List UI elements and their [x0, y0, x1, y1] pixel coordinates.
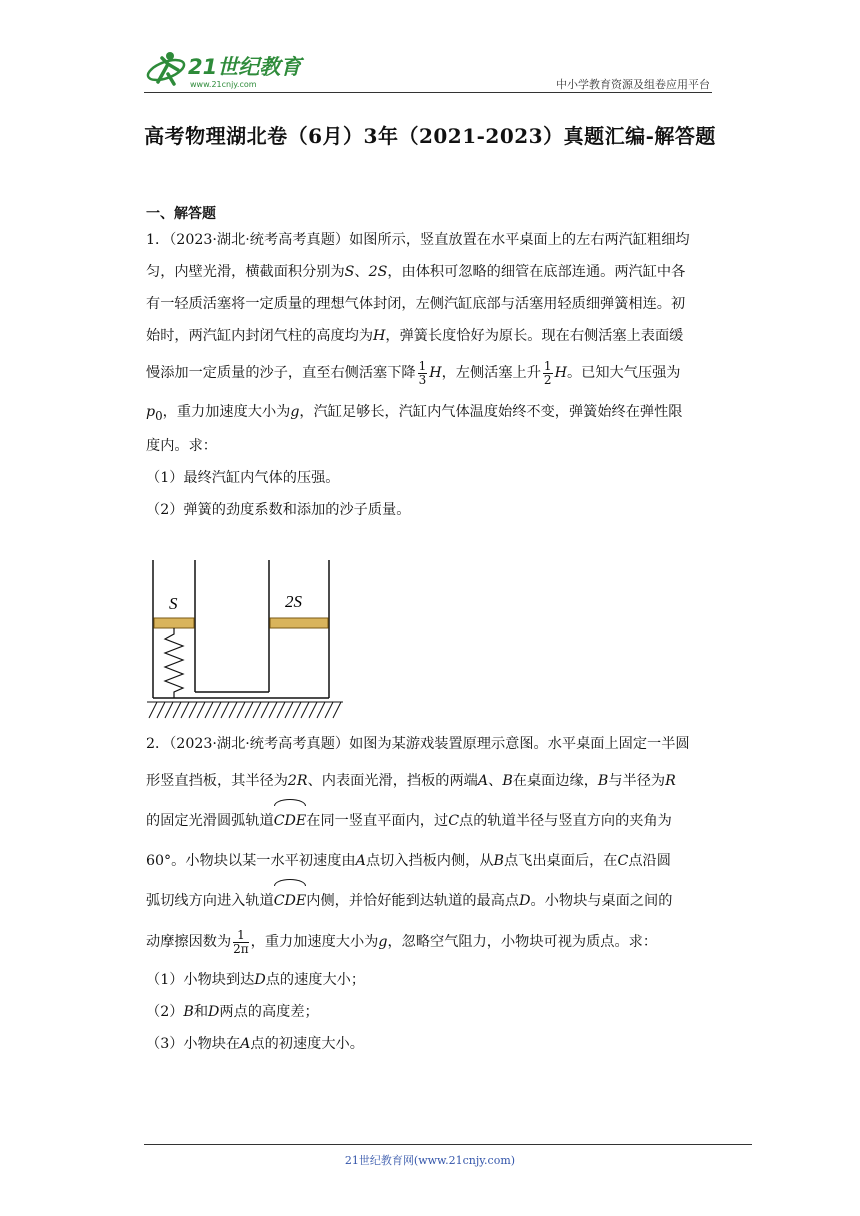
- ground-hatching: [149, 702, 341, 718]
- right-piston: [270, 618, 328, 628]
- fraction-one-half: $\frac{1}{2}$: [543, 358, 552, 387]
- arc-cde: CDE: [274, 802, 307, 840]
- spring: [165, 628, 183, 698]
- platform-name: 中小学教育资源及组卷应用平台: [556, 78, 710, 91]
- arc-cde-2: CDE: [274, 882, 307, 920]
- 21cnjy-logo: [144, 44, 309, 94]
- fraction-one-over-two-pi: $\frac{1}{2\pi}$: [233, 927, 249, 956]
- question-2: 2．（2023·湖北·统考高考真题）如图为某游戏装置原理示意图。水平桌面上固定一半圆 形竖直挡板，其半径为2R、内表面光滑，挡板的两端A、B在桌面边缘，B与半径为R 的固定光滑圆弧轨道CDE在同一竖直平面内，过C点的轨道半径与竖直方向的夹角为 60°。小物块以某一水平初速度由A点切入挡板内侧，从B点飞出桌面后，在C点沿圆 弧切线方向进入轨道CDE内侧，并恰好能到达轨道的最高点D。小物块与桌面之间的 动摩擦因数为 $\frac{1}{2\pi}$ ，重力加速度大小为g，忽略空气阻力，小物块可视为质点。求： （1）小物块到达D点的速度大小； （2）B和D两点的高度差； （3）小物块在A点的初速度大小。: [146, 728, 714, 1060]
- right-area-label: 2S: [285, 592, 302, 611]
- page-header: [0, 0, 860, 100]
- subquestion-1-2: （2）弹簧的劲度系数和添加的沙子质量。: [146, 502, 411, 518]
- page-title: 高考物理湖北卷（6月）3年（2021-2023）真题汇编-解答题: [144, 124, 716, 148]
- fraction-one-third: $\frac{1}{3}$: [418, 358, 427, 387]
- subquestion-2-3: （3）小物块在A点的初速度大小。: [146, 1036, 364, 1052]
- footer-divider: [144, 1144, 752, 1145]
- section-heading: 一、解答题: [146, 206, 216, 222]
- cylinder-diagram: [143, 558, 348, 720]
- logo-text: 21世纪教育: [188, 55, 302, 79]
- question-1: 1．（2023·湖北·统考高考真题）如图所示，竖直放置在水平桌面上的左右两汽缸粗细均 匀，内壁光滑，横截面积分别为S、2S，由体积可忽略的细管在底部连通。两汽缸中各 有一轻质活塞将一定质量的理想气体封闭，左侧汽缸底部与活塞用轻质细弹簧相连。初 始时，两汽缸内封闭气柱的高度均为H，弹簧长度恰好为原长。现在右侧活塞上表面缓 慢添加一定质量的沙子，直至右侧活塞下降 $\frac{1}{3}$ H，左侧活塞上升 $\frac{1}{2}$ H。已知大气压强为 $p_0$，重力加速度大小为g，汽缸足够长，汽缸内气体温度始终不变，弹簧始终在弹性限 度内。求： （1）最终汽缸内气体的压强。 （2）弹簧的劲度系数和添加的沙子质量。: [146, 224, 714, 526]
- subquestion-2-1: （1）小物块到达D点的速度大小；: [146, 972, 366, 988]
- header-divider: [144, 92, 712, 93]
- subquestion-1-1: （1）最终汽缸内气体的压强。: [146, 470, 340, 486]
- logo-url: www.21cnjy.com: [190, 80, 257, 89]
- left-piston: [154, 618, 194, 628]
- subquestion-2-2: （2）B和D两点的高度差；: [146, 1004, 319, 1020]
- footer-source: 21世纪教育网(www.21cnjy.com): [344, 1154, 516, 1167]
- left-area-label: S: [169, 594, 178, 613]
